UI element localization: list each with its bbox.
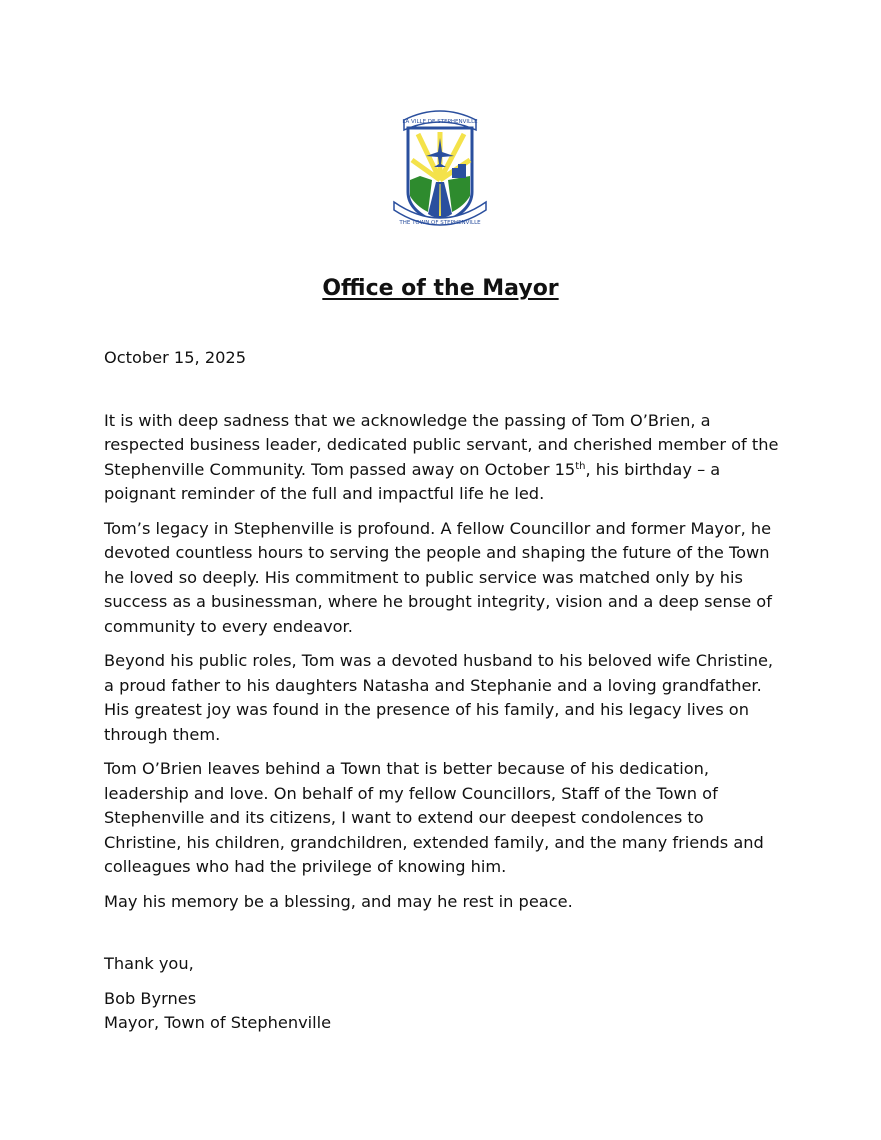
letter-body: [104, 346, 784, 1036]
svg-text:THE TOWN OF STEPHENVILLE: THE TOWN OF STEPHENVILLE: [399, 220, 481, 226]
crest-icon: [390, 100, 490, 232]
svg-text:LA VILLE DE STEPHENVILLE: LA VILLE DE STEPHENVILLE: [402, 119, 478, 125]
signature-name: Bob Byrnes: [104, 988, 197, 1008]
paragraph-4: Tom O’Brien leaves behind a Town that is better because of his dedication, leadership and love. On behalf of my fellow Councillors, Staff of the Town of Stephenville and its citizens, I want to extend our deepest condolences to Christine, his children, grandchildren, extended family, and the many friends and colleagues who had the privilege of knowing him.: [104, 759, 764, 876]
closing-line: Thank you,: [104, 954, 194, 973]
signature-position: Mayor, Town of Stephenville: [104, 1013, 332, 1032]
town-crest-logo: [390, 100, 490, 232]
letter-date: October 15, 2025: [104, 348, 247, 367]
paragraph-1: [104, 409, 784, 507]
paragraph-1-text-a: It is with deep sadness that we acknowledge the passing of Tom O’Brien, a respected business leader, dedicated public servant, and cherished member of the Stephenville Community. Tom passed away on October 15: [104, 410, 779, 479]
paragraph-5: May his memory be a blessing, and may he rest in peace.: [104, 891, 573, 911]
page-title: Office of the Mayor: [322, 276, 559, 301]
paragraph-1-text-b: , his birthday – a poignant reminder of the full and impactful life he led.: [104, 459, 721, 503]
paragraph-2: Tom’s legacy in Stephenville is profound. A fellow Councillor and former Mayor, he devoted countless hours to serving the people and shaping the future of the Town he loved so deeply. His commitment to public service was matched only by his success as a businessman, where he brought integrity, vision and a deep sense of community to every endeavor.: [104, 518, 772, 636]
ordinal-suffix: th: [575, 460, 586, 472]
paragraph-3: Beyond his public roles, Tom was a devoted husband to his beloved wife Christine, a proud father to his daughters Natasha and Stephanie and a loving grandfather. His greatest joy was found in the presence of his family, and his legacy lives on through them.: [104, 651, 774, 744]
